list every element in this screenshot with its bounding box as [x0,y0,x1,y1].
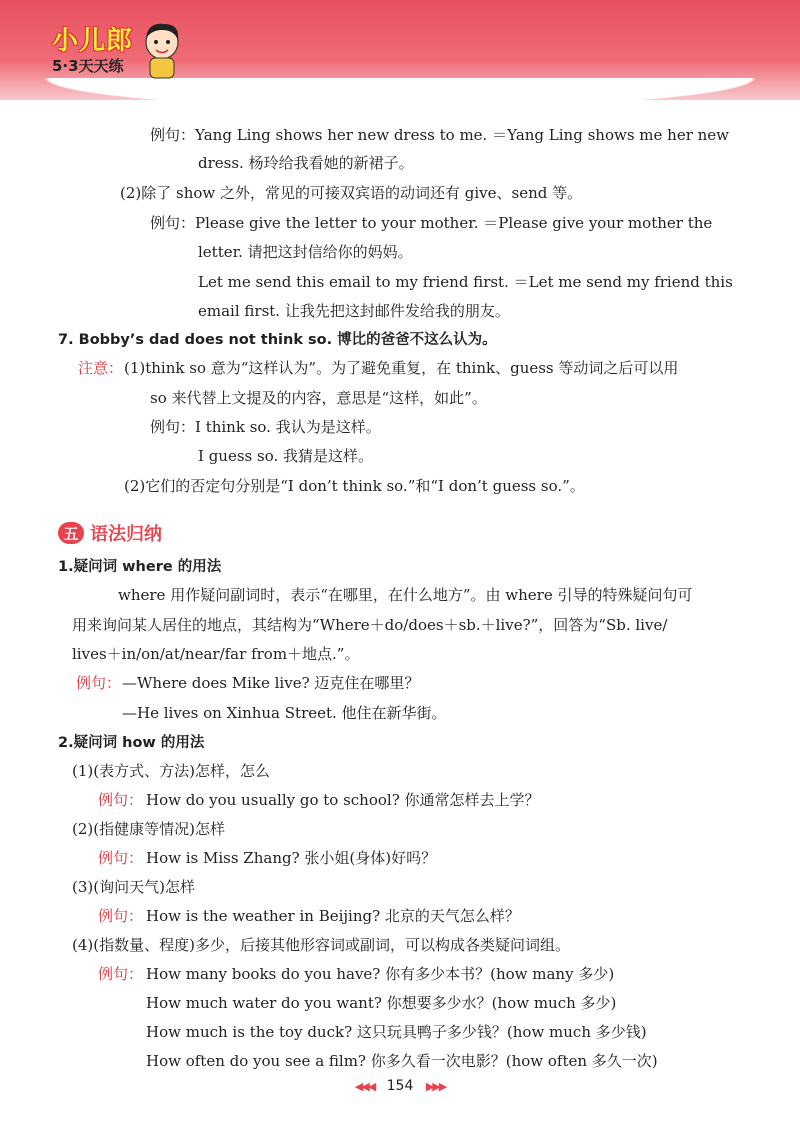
text-line: (2)它们的否定句分别是“I don’t think so.”和“I don’t guess so.”。 [124,477,585,495]
text-line: lives＋in/on/at/near/far from＋地点.”。 [72,645,360,663]
text-line: (4)(指数量、程度)多少，后接其他形容词或副词，可以构成各类疑问词组。 [72,936,570,954]
text-line: email first. 让我先把这封邮件发给我的朋友。 [198,302,510,320]
prev-arrows-icon: ◀◀◀ [354,1080,375,1093]
page-footer [0,1078,800,1094]
text-line: How do you usually go to school? 你通常怎样去上学？ [146,791,540,809]
text-line: letter. 请把这封信给你的妈妈。 [198,243,413,261]
text-line: How is Miss Zhang? 张小姐(身体)好吗？ [146,849,437,867]
brand-title: 小儿郎 [52,26,134,56]
text-line: (1)(表方式、方法)怎样，怎么 [72,762,270,780]
section-number-badge: 五 [58,522,84,544]
text-line: (2)除了 show 之外，常见的可接双宾语的动词还有 give、send 等。 [120,184,583,202]
text-line: 用来询问某人居住的地点，其结构为“Where＋do/does＋sb.＋live?”，回答为“Sb. live/ [72,616,668,634]
brand-logo [52,20,133,76]
example-label: 例句： [98,791,144,809]
text-line: I guess so. 我猜是这样。 [198,447,373,465]
text-line: where 用作疑问副词时，表示“在哪里，在什么地方”。由 where 引导的特殊疑问句可 [118,586,693,604]
point-heading: 7. Bobby’s dad does not think so. 博比的爸爸不这么认为。 [58,332,497,348]
text-line: —He lives on Xinhua Street. 他住在新华街。 [122,704,447,722]
mascot-icon [140,20,184,80]
example-label: 例句： [76,674,122,692]
text-line: —Where does Mike live? 迈克住在哪里？ [122,674,420,692]
note-label: 注意： [78,359,124,377]
text-line: How much is the toy duck? 这只玩具鸭子多少钱？(how much 多少钱) [146,1023,647,1041]
text-line: dress. 杨玲给我看她的新裙子。 [198,154,414,172]
example-label: 例句： [98,907,144,925]
section-heading [58,520,162,546]
text-line: How is the weather in Beijing? 北京的天气怎么样？ [146,907,520,925]
page-number: 154 [386,1078,414,1094]
text-line: 例句：Yang Ling shows her new dress to me. ＝Yang Ling shows me her new [150,126,730,144]
section-title: 语法归纳 [90,524,162,545]
text-line: 例句：Please give the letter to your mother. ＝Please give your mother the [150,214,713,232]
text-line: (2)(指健康等情况)怎样 [72,820,225,838]
example-label: 例句： [98,849,144,867]
subsection-heading: 1.疑问词 where 的用法 [58,559,222,575]
text-line: so 来代替上文提及的内容，意思是“这样，如此”。 [150,389,487,407]
brand-subtitle: 5·3天天练 [52,57,124,75]
text-line: How much water do you want? 你想要多少水？(how much 多少) [146,994,617,1012]
text-line: How many books do you have? 你有多少本书？(how many 多少) [146,965,615,983]
example-label: 例句： [98,965,144,983]
text-line: (1)think so 意为“这样认为”。为了避免重复，在 think、guess 等动词之后可以用 [124,359,679,377]
subsection-heading: 2.疑问词 how 的用法 [58,735,205,751]
text-line: Let me send this email to my friend first. ＝Let me send my friend this [198,273,733,291]
text-line: How often do you see a film? 你多久看一次电影？(how often 多久一次) [146,1052,658,1070]
text-line: 例句：I think so. 我认为是这样。 [150,418,381,436]
text-line: (3)(询问天气)怎样 [72,878,195,896]
header-curve [0,78,800,112]
next-arrows-icon: ▶▶▶ [425,1080,446,1093]
